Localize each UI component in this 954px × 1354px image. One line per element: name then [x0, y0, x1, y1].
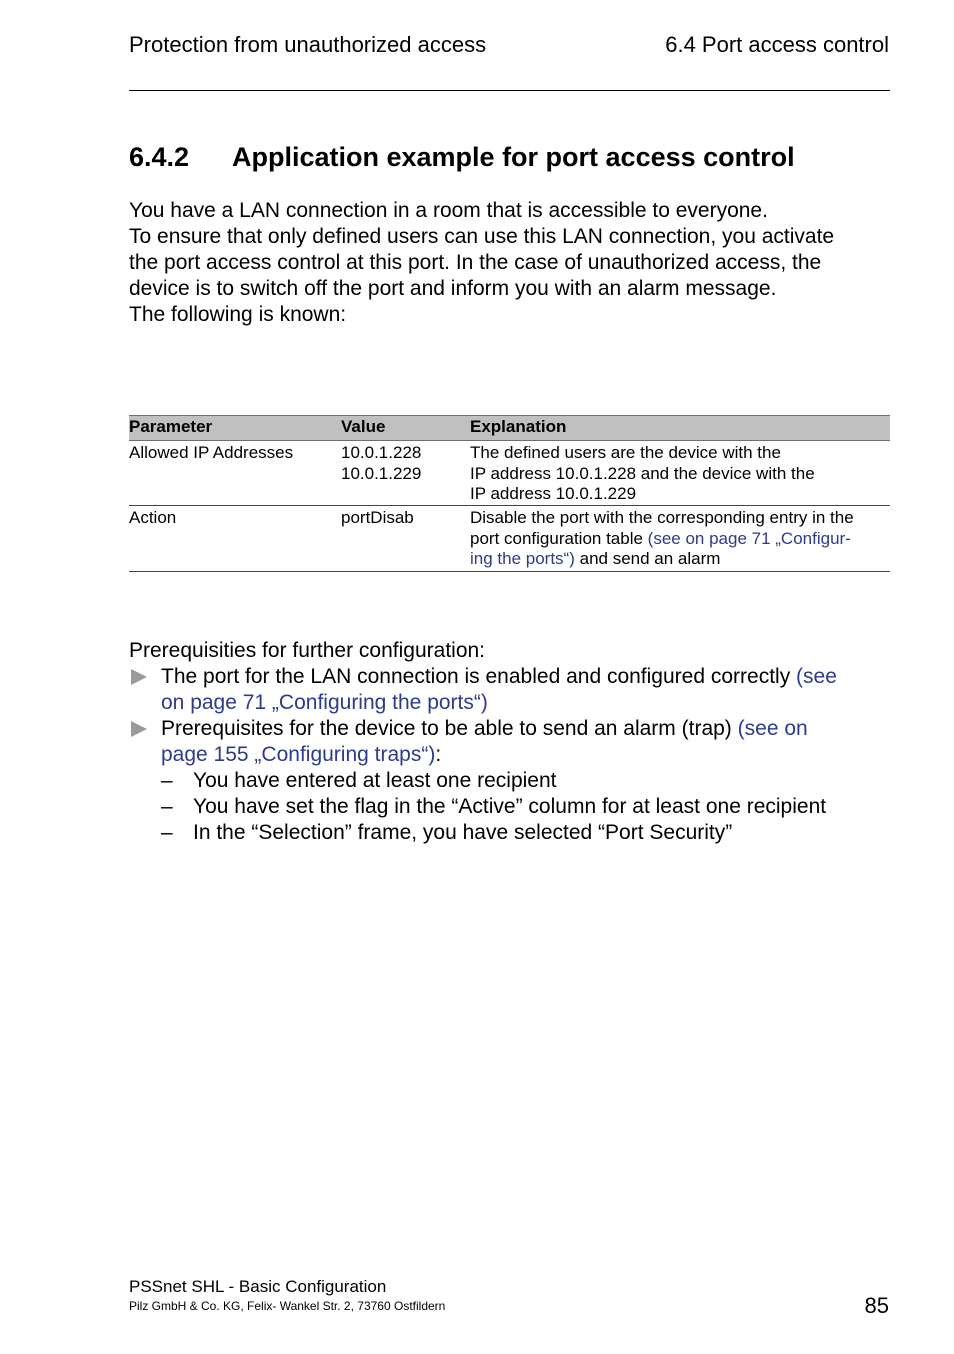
cell-explanation: [470, 508, 890, 570]
cross-reference-link[interactable]: on page 71 „Configuring the ports“): [161, 691, 488, 714]
table-header-row: [129, 415, 890, 441]
list-item: [129, 716, 899, 742]
list-item: [129, 664, 899, 690]
intro-line: the port access control at this port. In the case of unauthorized access, the: [129, 251, 822, 274]
sub-list-item-text: You have entered at least one recipient: [193, 769, 557, 792]
page-number: 85: [864, 1293, 889, 1318]
running-header-section: 6.4 Port access control: [665, 32, 889, 57]
prerequisites-intro: Prerequisities for further configuration:: [129, 639, 486, 662]
triangle-bullet-icon: [131, 669, 147, 685]
table-row: [129, 506, 890, 572]
dash-bullet: –: [161, 795, 173, 818]
table-row: [129, 441, 890, 506]
cross-reference-link[interactable]: (see on: [737, 717, 808, 740]
cell-explanation: [470, 443, 890, 505]
footer-document-title: PSSnet SHL - Basic Configuration: [129, 1277, 387, 1296]
list-item-text: Prerequisites for the device to be able to send an alarm (trap): [161, 717, 738, 740]
explanation-text: and send an alarm: [574, 549, 721, 568]
list-item-continuation: [129, 690, 899, 716]
column-header-explanation: Explanation: [470, 417, 567, 436]
explanation-line: The defined users are the device with the: [470, 443, 781, 462]
intro-paragraph: [129, 198, 899, 328]
cross-reference-link[interactable]: ing the ports“): [470, 549, 575, 568]
footer-address: Pilz GmbH & Co. KG, Felix- Wankel Str. 2, 73760 Ostfildern: [129, 1299, 446, 1313]
sub-list-item: [129, 794, 899, 820]
section-heading: [129, 142, 795, 173]
value-line: 10.0.1.228: [341, 443, 422, 462]
cross-reference-link[interactable]: (see on page 71 „Configur-: [647, 528, 851, 548]
cell-parameter: Allowed IP Addresses: [129, 443, 294, 462]
value-line: 10.0.1.229: [341, 463, 422, 483]
cross-reference-link[interactable]: page 155 „Configuring traps“): [161, 743, 436, 766]
intro-line: The following is known:: [129, 303, 347, 326]
sub-list-item-text: You have set the flag in the “Active” column for at least one recipient: [193, 795, 827, 818]
sub-list-item: [129, 820, 899, 846]
header-rule: [129, 90, 890, 91]
section-number: 6.4.2: [129, 142, 190, 172]
cross-reference-link[interactable]: (see: [796, 665, 837, 688]
parameter-table: [129, 415, 890, 572]
dash-bullet: –: [161, 821, 173, 844]
cell-parameter: Action: [129, 508, 177, 527]
intro-line: You have a LAN connection in a room that is accessible to everyone.: [129, 199, 768, 222]
list-item-continuation: [129, 742, 899, 768]
prerequisites-section: [129, 638, 899, 846]
explanation-line: Disable the port with the corresponding entry in the: [470, 508, 854, 527]
cell-value: portDisab: [341, 508, 414, 527]
column-header-parameter: Parameter: [129, 417, 213, 436]
list-item-text: The port for the LAN connection is enabled and configured correctly: [161, 665, 797, 688]
sub-list-item: [129, 768, 899, 794]
triangle-bullet-icon: [131, 721, 147, 737]
sub-list-item-text: In the “Selection” frame, you have selected “Port Security”: [193, 821, 733, 844]
list-item-text: :: [435, 743, 442, 766]
intro-line: device is to switch off the port and inform you with an alarm message.: [129, 277, 777, 300]
intro-line: To ensure that only defined users can use this LAN connection, you activate: [129, 225, 835, 248]
explanation-line: IP address 10.0.1.229: [470, 484, 637, 503]
explanation-line: [470, 549, 890, 570]
cell-value: [341, 443, 421, 484]
section-title: Application example for port access control: [232, 142, 795, 172]
explanation-line: IP address 10.0.1.228 and the device with the: [470, 463, 815, 483]
dash-bullet: –: [161, 769, 173, 792]
column-header-value: Value: [341, 417, 386, 436]
explanation-line: [470, 529, 890, 550]
running-header-chapter: Protection from unauthorized access: [129, 32, 487, 57]
explanation-text: port configuration table: [470, 528, 648, 548]
